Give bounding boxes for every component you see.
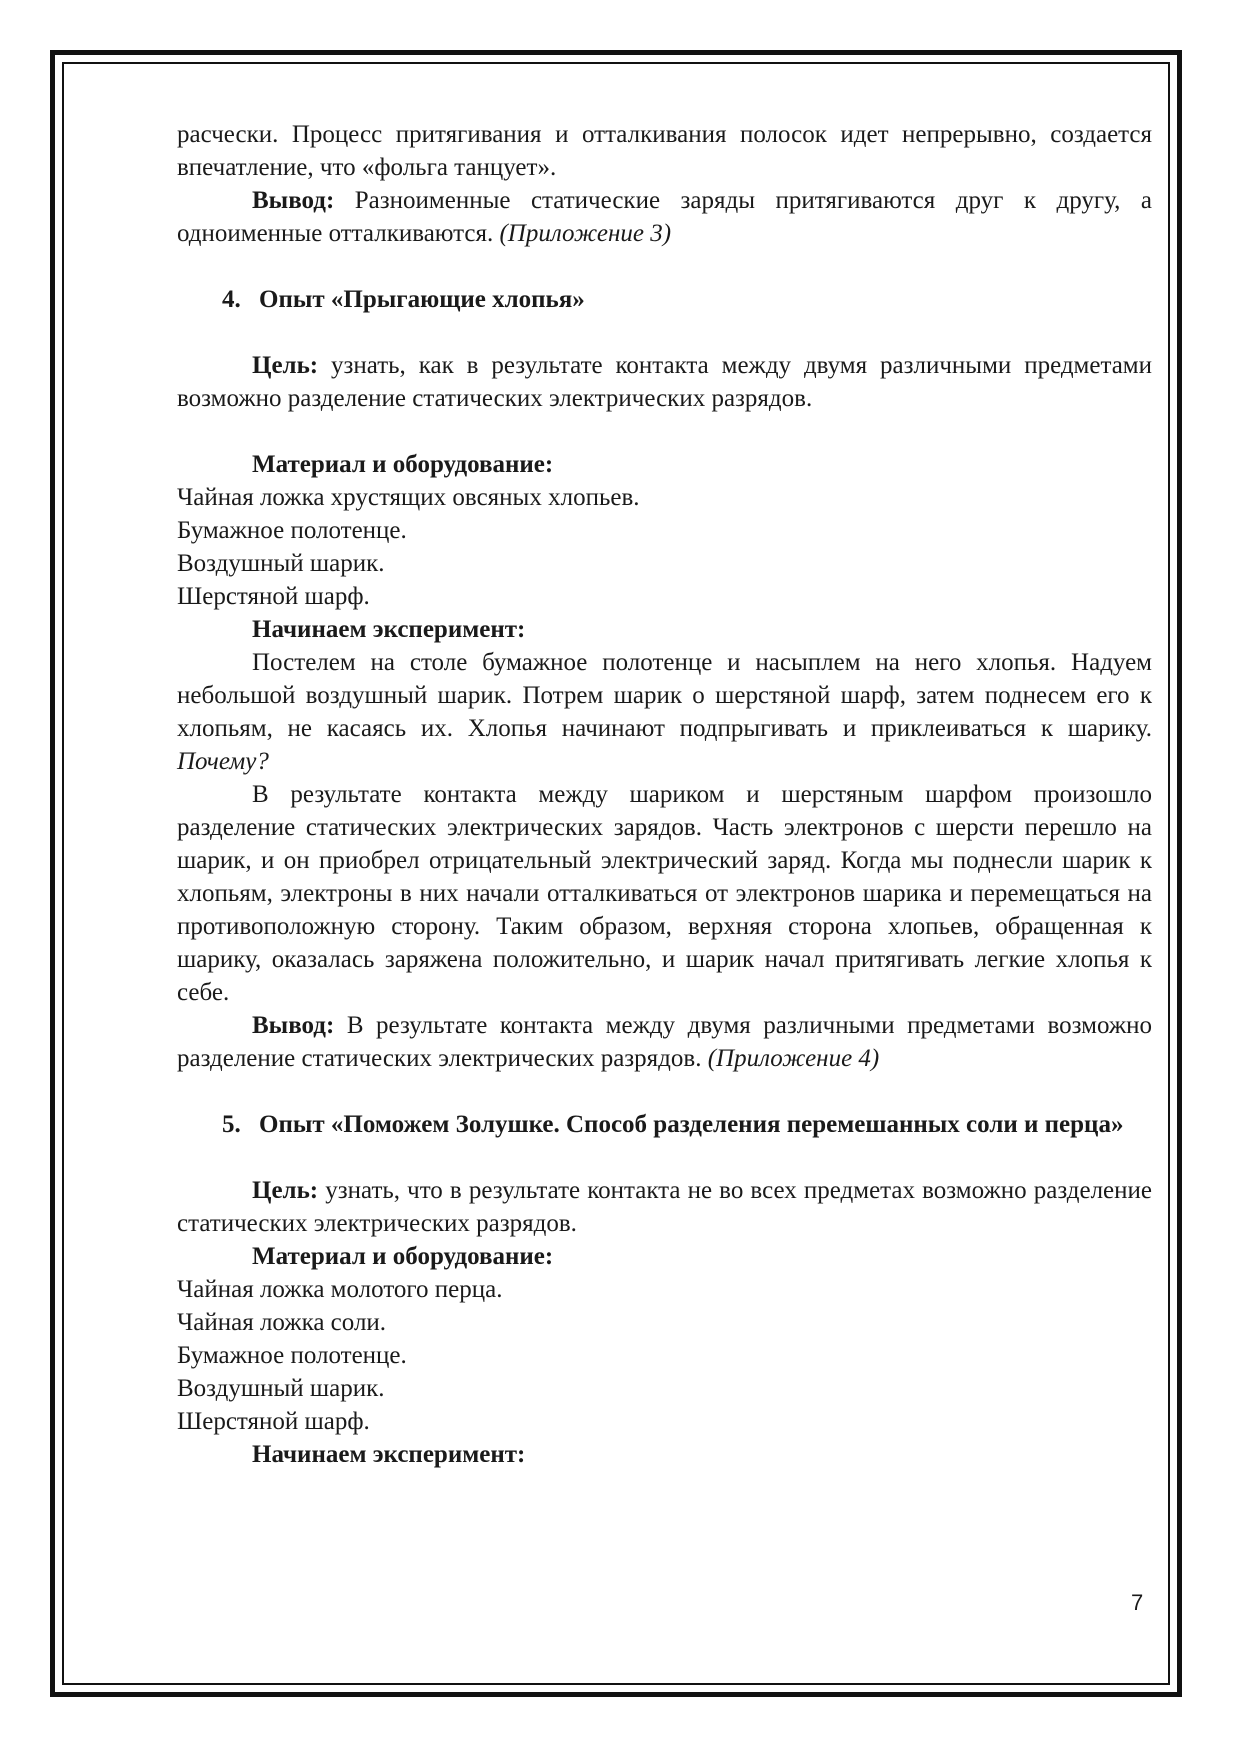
list-item: Бумажное полотенце. bbox=[177, 1342, 407, 1369]
list-item: Чайная ложка молотого перца. bbox=[177, 1276, 503, 1303]
list-item: Чайная ложка хрустящих овсяных хлопьев. bbox=[177, 484, 640, 511]
goal-label: Цель: bbox=[252, 1177, 319, 1204]
experiment-title: Опыт «Прыгающие хлопья» bbox=[259, 286, 585, 313]
conclusion-label: Вывод: bbox=[252, 187, 335, 214]
procedure-paragraph bbox=[177, 646, 1152, 778]
experiment-5-heading bbox=[177, 1108, 1152, 1141]
list-item: Шерстяной шарф. bbox=[177, 583, 370, 610]
page-content bbox=[177, 118, 1152, 1471]
start-heading: Начинаем эксперимент: bbox=[252, 1441, 526, 1468]
appendix-reference: (Приложение 3) bbox=[499, 220, 672, 247]
conclusion-label: Вывод: bbox=[252, 1012, 335, 1039]
list-item: Воздушный шарик. bbox=[177, 1375, 385, 1402]
list-item: Воздушный шарик. bbox=[177, 550, 385, 577]
goal-text: узнать, что в результате контакта не во всех предметах возможно разделение статических электрических разрядов. bbox=[177, 1177, 1152, 1237]
list-item: Чайная ложка соли. bbox=[177, 1309, 387, 1336]
list-item: Шерстяной шарф. bbox=[177, 1408, 370, 1435]
conclusion-text: Разноименные статические заряды притягиваются друг к другу, а одноименные отталкиваются. bbox=[177, 187, 1152, 247]
page-number: 7 bbox=[1131, 1590, 1144, 1615]
goal-label: Цель: bbox=[252, 352, 319, 379]
goal-text: узнать, как в результате контакта между двумя различными предметами возможно разделение статических электрических разрядов. bbox=[177, 352, 1152, 412]
appendix-reference: (Приложение 4) bbox=[707, 1045, 880, 1072]
materials-heading: Материал и оборудование: bbox=[252, 1243, 554, 1270]
explanation-paragraph: В результате контакта между шариком и шерстяным шарфом произошло разделение статических электрических зарядов. Часть электронов с шерсти перешло на шарик, и он приобрел отрицательный электрический заряд. Когда мы поднесли шарик к хлопьям, электроны в них начали отталкиваться от электронов шарика и перемещаться на противоположную сторону. Таким образом, верхняя сторона хлопьев, обращенная к шарику, оказалась заряжена положительно, и шарик начал притягивать легкие хлопья к себе. bbox=[177, 781, 1152, 1006]
conclusion-3 bbox=[177, 184, 1152, 250]
goal-paragraph bbox=[177, 1174, 1152, 1240]
procedure-text: Постелем на столе бумажное полотенце и насыплем на него хлопья. Надуем небольшой воздушный шарик. Потрем шарик о шерстяной шарф, затем поднесем его к хлопьям, не касаясь их. Хлопья начинают подпрыгивать и приклеиваться к шарику. bbox=[177, 649, 1152, 742]
conclusion-text: В результате контакта между двумя различными предметами возможно разделение статических электрических разрядов. bbox=[177, 1012, 1152, 1072]
goal-paragraph bbox=[177, 349, 1152, 415]
paragraph-continuation: расчески. Процесс притягивания и отталкивания полосок идет непрерывно, создается впечатление, что «фольга танцует». bbox=[177, 121, 1152, 181]
conclusion-4 bbox=[177, 1009, 1152, 1075]
materials-heading: Материал и оборудование: bbox=[252, 451, 554, 478]
start-heading: Начинаем эксперимент: bbox=[252, 616, 526, 643]
experiment-number: 4. bbox=[222, 286, 241, 313]
experiment-number: 5. bbox=[222, 1111, 241, 1138]
experiment-4-heading bbox=[177, 283, 1152, 316]
experiment-title: Опыт «Поможем Золушке. Способ разделения перемешанных соли и перца» bbox=[259, 1111, 1124, 1138]
question-text: Почему? bbox=[177, 748, 269, 775]
list-item: Бумажное полотенце. bbox=[177, 517, 407, 544]
